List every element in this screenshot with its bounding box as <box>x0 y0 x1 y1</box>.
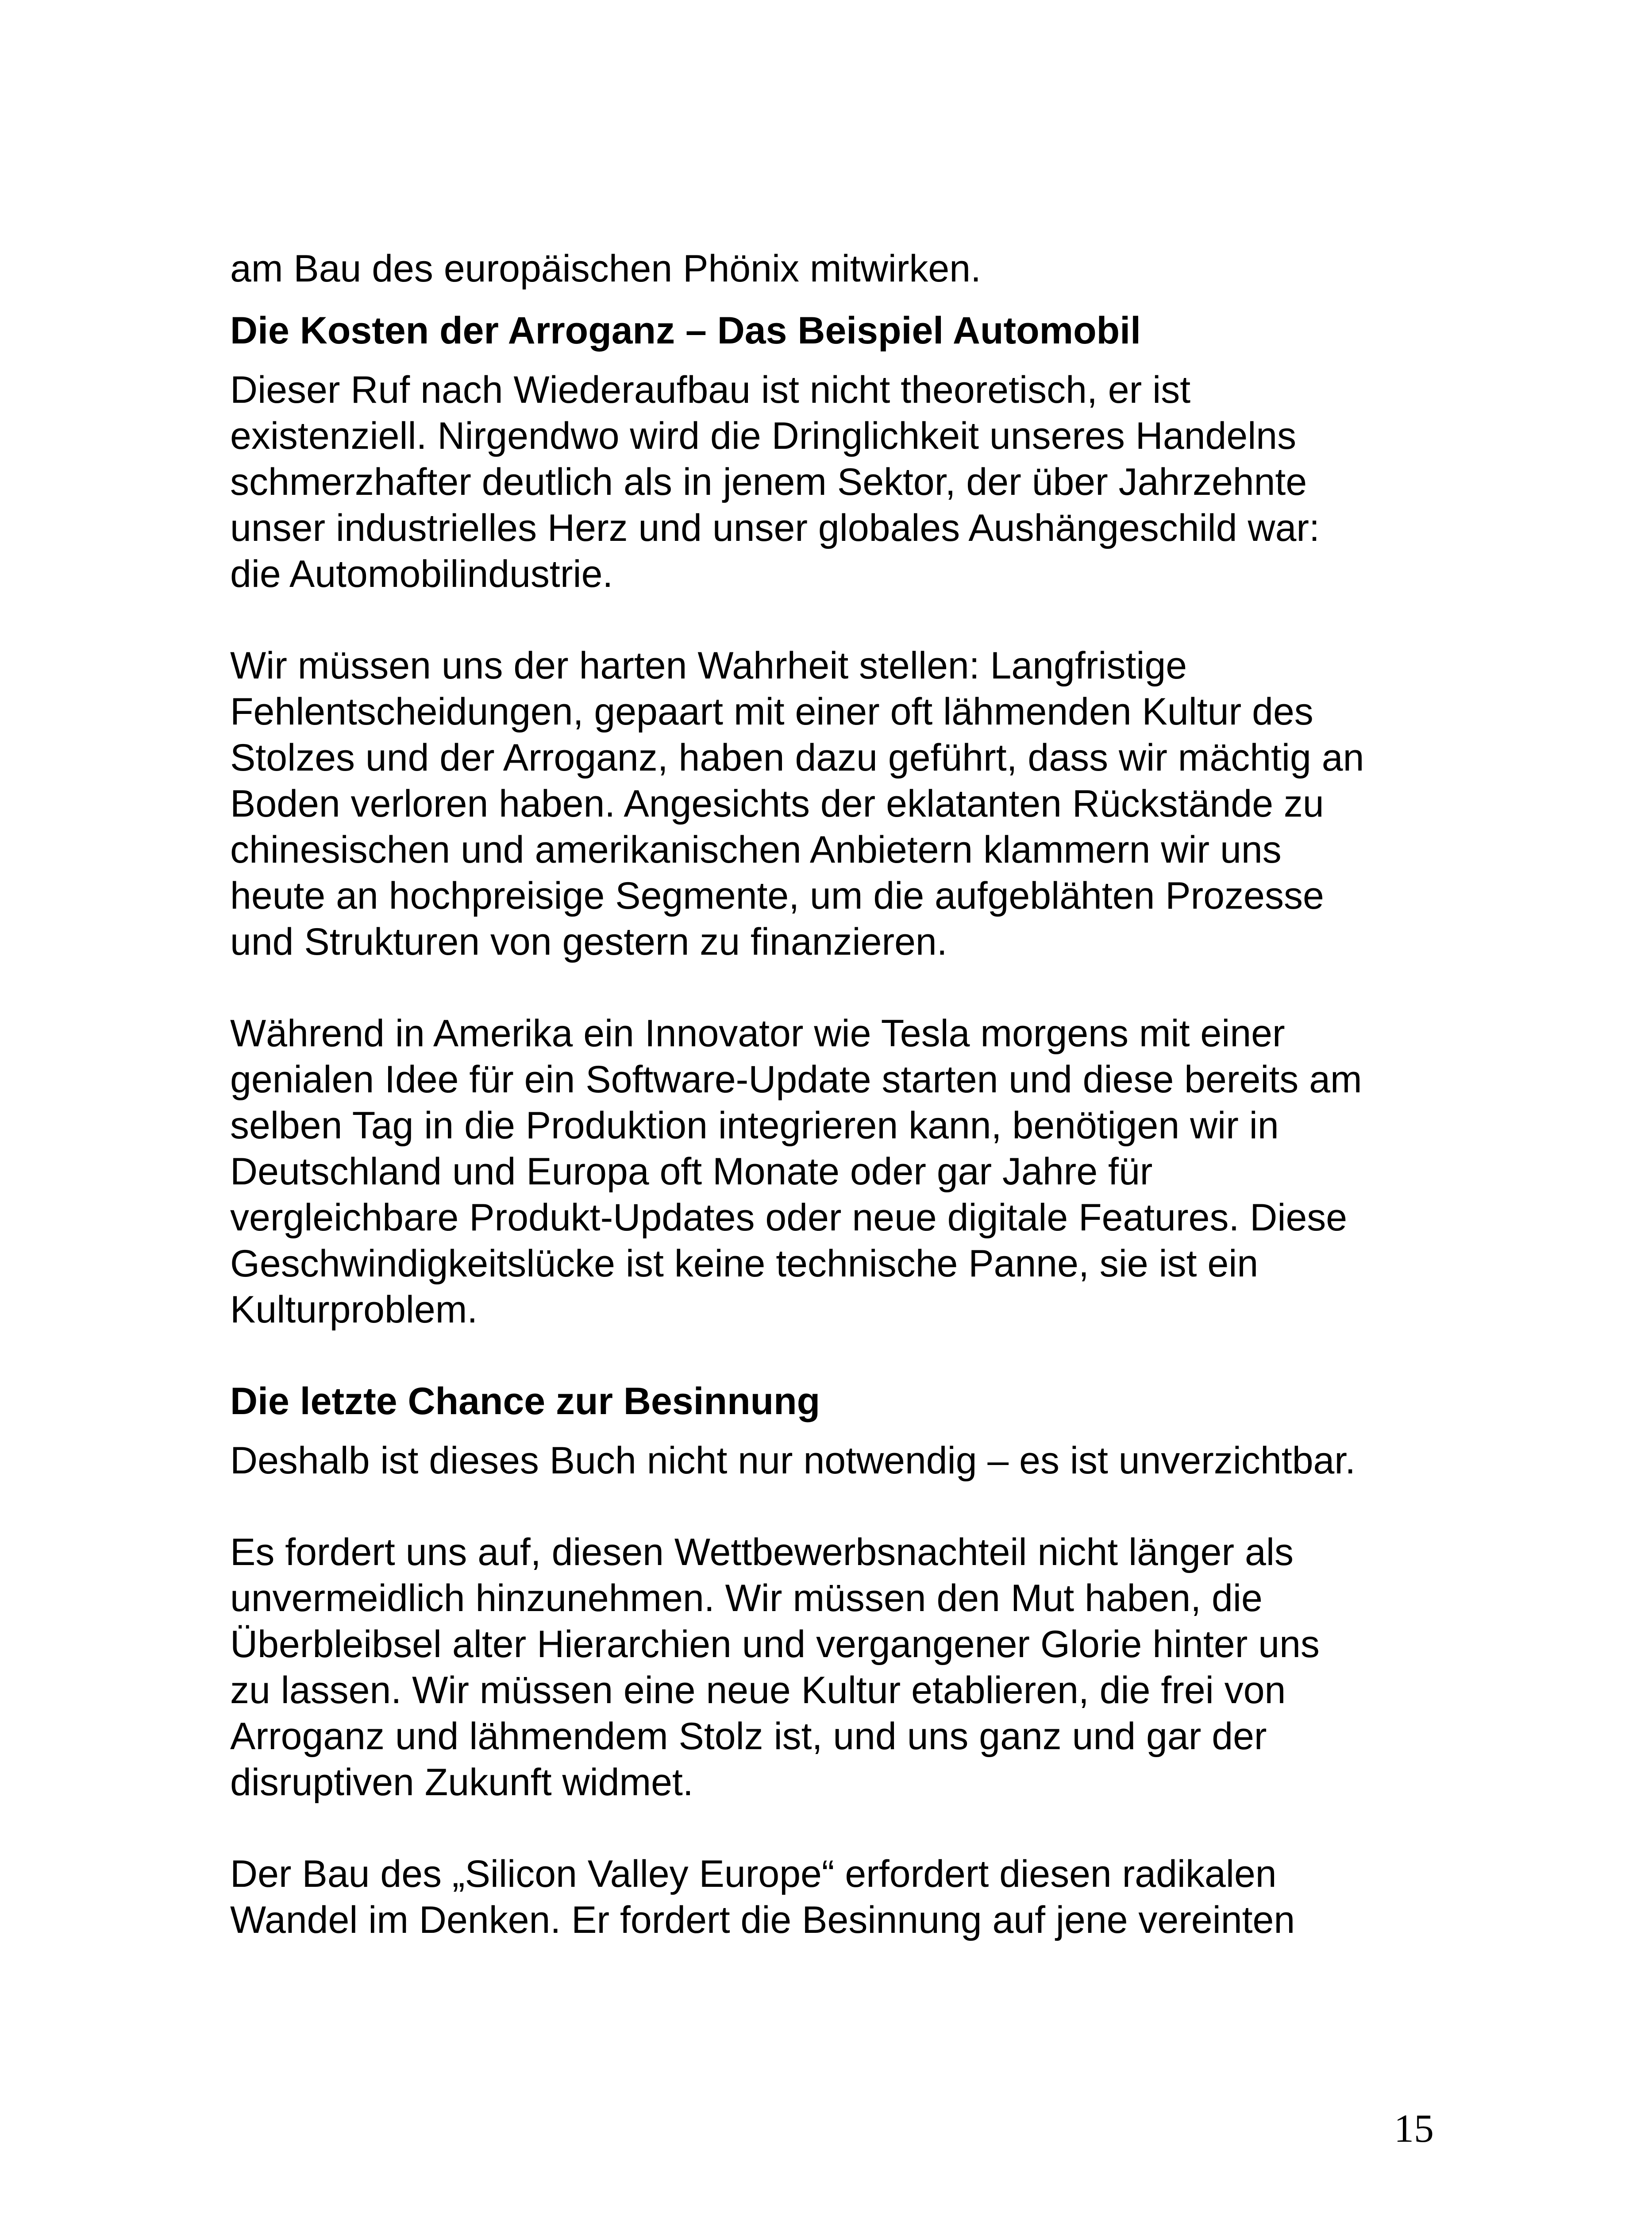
text-line: zu lassen. Wir müssen eine neue Kultur etablieren, die frei von <box>230 1669 1286 1712</box>
text-line: genialen Idee für ein Software-Update starten und diese bereits am <box>230 1058 1362 1101</box>
text-line: Fehlentscheidungen, gepaart mit einer oft lähmenden Kultur des <box>230 690 1313 733</box>
text-line: Es fordert uns auf, diesen Wettbewerbsnachteil nicht länger als <box>230 1531 1294 1573</box>
text-line: selben Tag in die Produktion integrieren kann, benötigen wir in <box>230 1104 1279 1147</box>
text-line: Kulturproblem. <box>230 1288 478 1331</box>
text-line: Deutschland und Europa oft Monate oder gar Jahre für <box>230 1150 1153 1193</box>
text-line: disruptiven Zukunft widmet. <box>230 1761 693 1804</box>
body-paragraph <box>230 1529 1452 1805</box>
text-line: schmerzhafter deutlich als in jenem Sektor, der über Jahrzehnte <box>230 461 1307 503</box>
text-line: unser industrielles Herz und unser globales Aushängeschild war: <box>230 507 1320 549</box>
page-body <box>230 246 1452 1943</box>
heading-line: Die Kosten der Arroganz – Das Beispiel Automobil <box>230 309 1141 352</box>
body-paragraph <box>230 1010 1452 1333</box>
text-line: und Strukturen von gestern zu finanzieren. <box>230 921 947 963</box>
text-line: existenziell. Nirgendwo wird die Dringlichkeit unseres Handelns <box>230 415 1297 457</box>
text-line: Arroganz und lähmendem Stolz ist, und uns ganz und gar der <box>230 1715 1267 1758</box>
text-line: Wandel im Denken. Er fordert die Besinnung auf jene vereinten <box>230 1899 1295 1941</box>
text-line: Geschwindigkeitslücke ist keine technische Panne, sie ist ein <box>230 1242 1259 1285</box>
text-line: Boden verloren haben. Angesichts der eklatanten Rückstände zu <box>230 783 1324 825</box>
text-line: Überbleibsel alter Hierarchien und vergangener Glorie hinter uns <box>230 1623 1320 1666</box>
text-line: die Automobilindustrie. <box>230 553 613 595</box>
body-paragraph <box>230 367 1452 597</box>
text-line: Deshalb ist dieses Buch nicht nur notwendig – es ist unverzichtbar. <box>230 1439 1356 1482</box>
body-paragraph <box>230 1851 1452 1943</box>
text-line: chinesischen und amerikanischen Anbietern klammern wir uns <box>230 829 1282 871</box>
text-line: vergleichbare Produkt-Updates oder neue digitale Features. Diese <box>230 1196 1348 1239</box>
body-paragraph <box>230 643 1452 965</box>
text-line: Stolzes und der Arroganz, haben dazu geführt, dass wir mächtig an <box>230 736 1364 779</box>
text-line: unvermeidlich hinzunehmen. Wir müssen den Mut haben, die <box>230 1577 1263 1619</box>
text-line: heute an hochpreisige Segmente, um die aufgeblähten Prozesse <box>230 875 1324 917</box>
heading-line: Die letzte Chance zur Besinnung <box>230 1380 820 1423</box>
text-line: Der Bau des „Silicon Valley Europe“ erfordert diesen radikalen <box>230 1853 1277 1895</box>
text-line: Wir müssen uns der harten Wahrheit stellen: Langfristige <box>230 644 1187 687</box>
text-line: Dieser Ruf nach Wiederaufbau ist nicht theoretisch, er ist <box>230 369 1191 411</box>
body-paragraph <box>230 246 1452 292</box>
page-number: 15 <box>1394 2107 1434 2151</box>
text-line: am Bau des europäischen Phönix mitwirken. <box>230 247 981 290</box>
text-line: Während in Amerika ein Innovator wie Tesla morgens mit einer <box>230 1012 1285 1055</box>
section-heading <box>230 1378 1452 1424</box>
section-heading <box>230 308 1452 354</box>
body-paragraph <box>230 1438 1452 1484</box>
